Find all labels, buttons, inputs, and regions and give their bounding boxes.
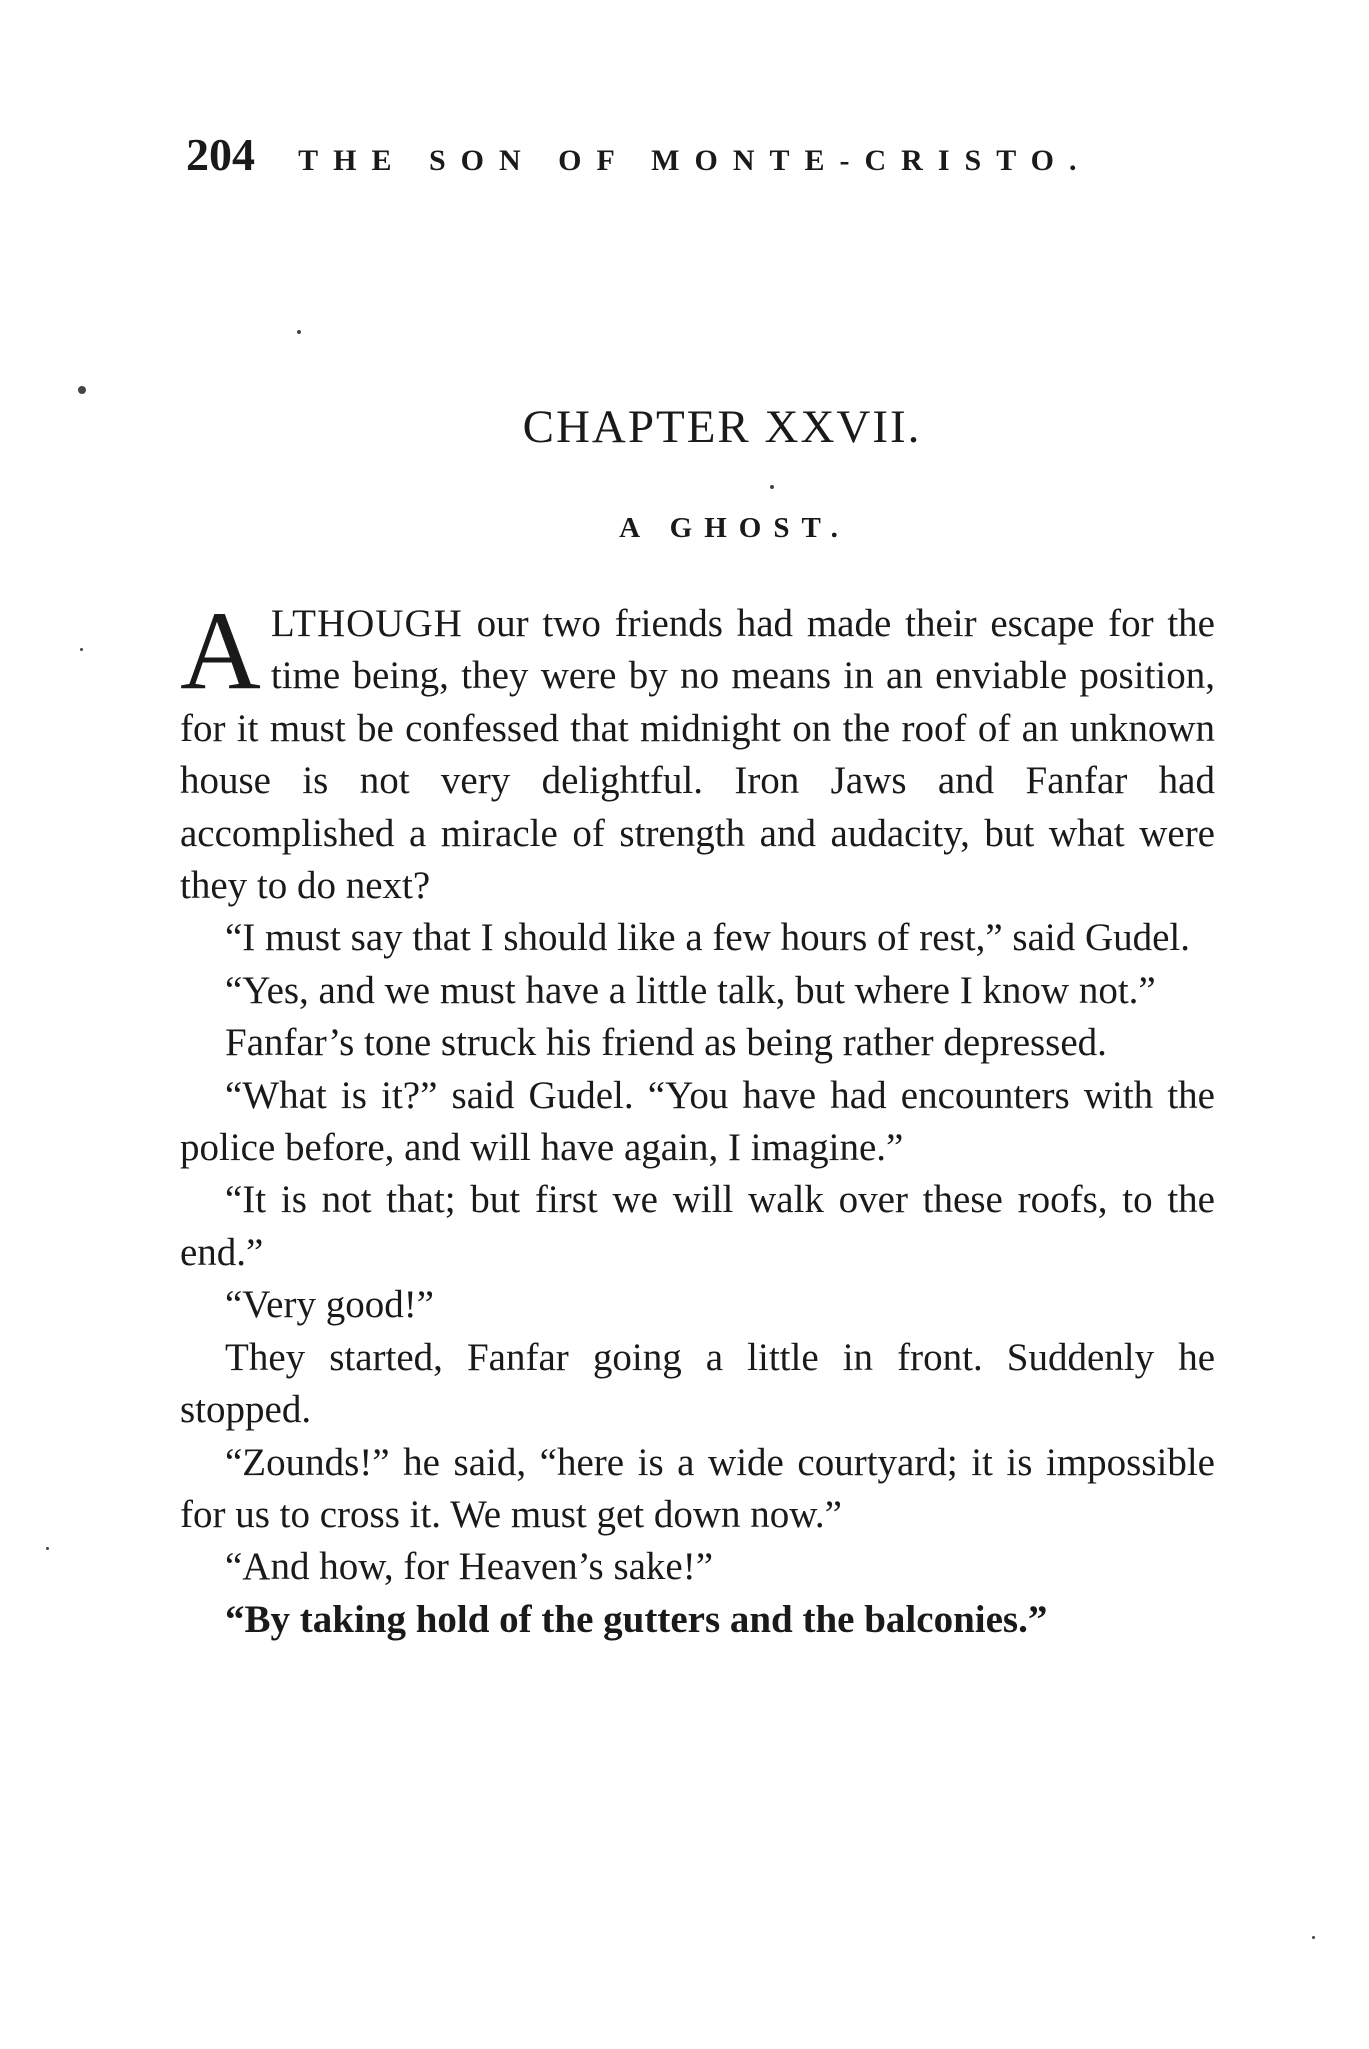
chapter-title: A GHOST. [619,512,850,544]
drop-cap: A [180,589,261,713]
running-title: THE SON OF MONTE-CRISTO. [298,144,1092,177]
paragraph [180,589,1215,912]
chapter-heading [0,400,1369,454]
scan-speck [1312,1936,1315,1939]
paragraph: “And how, for Heaven’s sake!” [225,1545,714,1589]
paragraph: They started, Fanfar going a little in front. Suddenly he stopped. [180,1335,1215,1432]
scan-speck [80,648,83,651]
paragraph: “Zounds!” he said, “here is a wide courtyard; it is impossible for us to cross it. We must get down now.” [180,1440,1215,1536]
paragraph: “By taking hold of the gutters and the balconies.” [225,1597,1048,1641]
scan-speck [46,1547,49,1550]
body-text [180,589,1215,1646]
scan-speck [297,330,301,334]
paragraph: “I must say that I should like a few hours of rest,” said Gudel. [225,916,1191,960]
scan-speck [770,485,774,489]
chapter-subtitle [0,512,1369,545]
paragraph-text: our two friends had made their escape for the time being, they were by no means in an enviable position, for it must be confessed that midnight on the roof of an unknown house is not very delightful. Iron Jaws and Fanfar had accomplished a miracle of strength and audacity, but what were they to do next? [180,602,1215,908]
paragraph-lead: LTHOUGH [270,602,463,645]
paragraph: “What is it?” said Gudel. “You have had encounters with the police before, and will have again, I imagine.” [180,1073,1215,1170]
paragraph: “It is not that; but first we will walk over these roofs, to the end.” [180,1178,1215,1274]
running-head [186,128,1236,188]
scan-speck [78,386,86,394]
paragraph: “Yes, and we must have a little talk, but where I know not.” [225,968,1156,1012]
page-number: 204 [186,129,255,180]
chapter-number: CHAPTER XXVII. [522,401,922,453]
paragraph: “Very good!” [225,1283,434,1327]
paragraph: Fanfar’s tone struck his friend as being rather depressed. [225,1021,1107,1065]
